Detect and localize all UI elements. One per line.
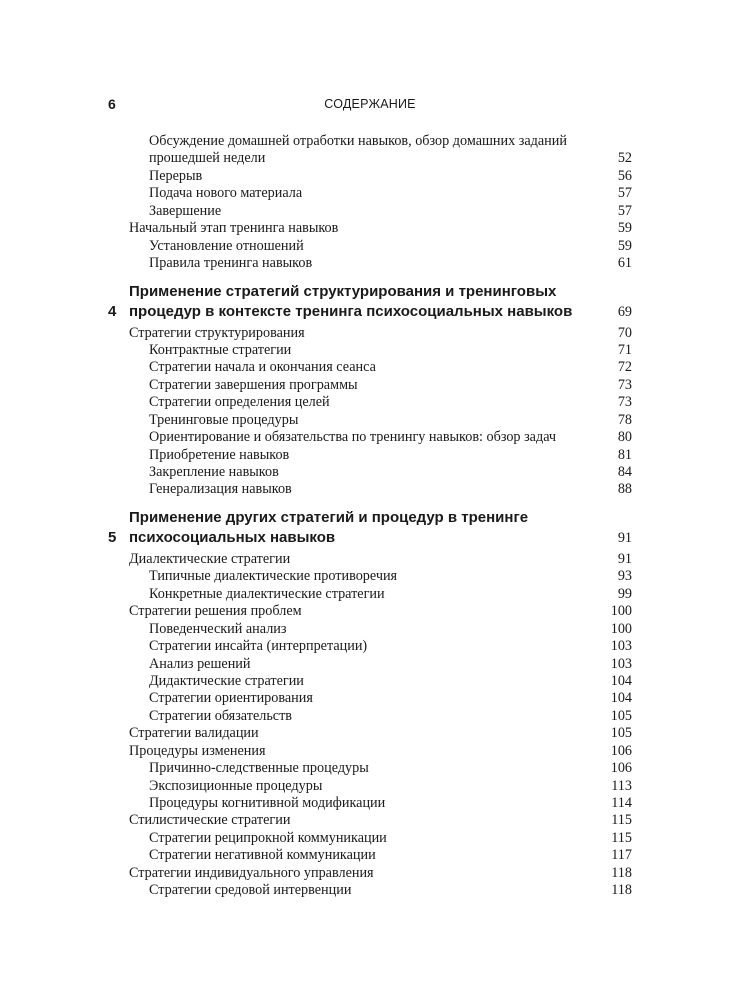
toc-entry[interactable] — [108, 133, 632, 168]
toc-entry-page: 78 — [617, 411, 632, 428]
toc-entry[interactable] — [108, 255, 632, 272]
toc-entry[interactable] — [108, 656, 632, 673]
toc-entry-title: Стратегии реципрокной коммуникации — [149, 829, 387, 846]
chapter-title — [129, 282, 618, 322]
toc-entry-page: 59 — [617, 237, 632, 254]
toc-entry-page: 91 — [617, 550, 632, 567]
toc-entry[interactable] — [108, 203, 632, 220]
toc-entry[interactable] — [108, 725, 632, 742]
toc-entry[interactable] — [108, 638, 632, 655]
toc-entry-title: Установление отношений — [149, 237, 304, 254]
toc-entry-page: 99 — [617, 585, 632, 602]
chapter-number: 5 — [108, 528, 117, 546]
toc-entry[interactable] — [108, 359, 632, 376]
toc-entry-page: 106 — [610, 742, 632, 759]
toc-entry-title: Стратегии индивидуального управления — [129, 864, 374, 881]
toc-entry-page: 118 — [611, 864, 632, 881]
toc-entry[interactable] — [108, 185, 632, 202]
page-number: 6 — [108, 96, 116, 112]
toc-entry[interactable] — [108, 481, 632, 498]
toc-entry-title: Причинно-следственные процедуры — [149, 760, 369, 777]
toc-entry[interactable] — [108, 865, 632, 882]
toc-entry[interactable] — [108, 377, 632, 394]
chapter-title-line: Применение других стратегий и процедур в тренинге — [129, 508, 529, 526]
toc-entry[interactable] — [108, 830, 632, 847]
toc-entry-title: Поведенческий анализ — [149, 620, 287, 637]
toc-entry-title: Тренинговые процедуры — [149, 411, 299, 428]
toc-entry-page: 100 — [610, 620, 632, 637]
toc-entry-title: Анализ решений — [149, 655, 251, 672]
toc-entry-title: Стратегии структурирования — [129, 324, 305, 341]
toc-entry-title: Контрактные стратегии — [149, 341, 292, 358]
toc-entry[interactable] — [108, 795, 632, 812]
toc-entry[interactable] — [108, 673, 632, 690]
toc-entry-title: Типичные диалектические противоречия — [149, 568, 398, 585]
toc-entry-title: Экспозиционные процедуры — [149, 777, 323, 794]
toc-entry-title: Ориентирование и обязательства по тренингу навыков: обзор задач — [149, 429, 557, 446]
toc-entry-title: Стратегии негативной коммуникации — [149, 847, 376, 864]
toc-entry[interactable] — [108, 464, 632, 481]
toc-entry-page: 70 — [617, 324, 632, 341]
toc-entry[interactable] — [108, 586, 632, 603]
toc-entry[interactable] — [108, 325, 632, 342]
toc-entry-title: Подача нового материала — [149, 185, 303, 202]
table-of-contents — [108, 133, 632, 900]
toc-entry-page: 117 — [611, 847, 632, 864]
toc-entry[interactable] — [108, 429, 632, 446]
toc-entry-title: Дидактические стратегии — [149, 672, 304, 689]
toc-entry-title: Генерализация навыков — [149, 481, 292, 498]
toc-entry-title: Стратегии решения проблем — [129, 603, 302, 620]
toc-entry-title: Начальный этап тренинга навыков — [129, 220, 339, 237]
toc-entry-page: 61 — [617, 255, 632, 272]
toc-entry-title: Стилистические стратегии — [129, 812, 291, 829]
toc-entry[interactable] — [108, 551, 632, 568]
toc-entry-page: 59 — [617, 220, 632, 237]
chapter-title-line: процедур в контексте тренинга психосоциальных навыков — [129, 302, 573, 320]
toc-entry-page: 57 — [617, 202, 632, 219]
toc-entry[interactable] — [108, 220, 632, 237]
toc-entry-page: 115 — [611, 829, 632, 846]
toc-entry-page: 103 — [610, 655, 632, 672]
chapter-number: 4 — [108, 302, 117, 320]
toc-entry-title: Завершение — [149, 202, 222, 219]
toc-entry-page: 113 — [611, 777, 632, 794]
toc-entry-page: 114 — [611, 795, 632, 812]
chapter-page: 69 — [617, 303, 632, 320]
toc-entry-page: 73 — [617, 394, 632, 411]
toc-entry[interactable] — [108, 690, 632, 707]
toc-entry[interactable] — [108, 621, 632, 638]
toc-entry-title: Процедуры изменения — [129, 742, 266, 759]
toc-entry[interactable] — [108, 743, 632, 760]
toc-entry-title: Стратегии инсайта (интерпретации) — [149, 638, 368, 655]
toc-entry-page: 88 — [617, 481, 632, 498]
toc-entry-page: 81 — [617, 446, 632, 463]
toc-entry-title: Диалектические стратегии — [129, 550, 291, 567]
toc-entry-title: Стратегии ориентирования — [149, 690, 313, 707]
toc-entry[interactable] — [108, 778, 632, 795]
toc-entry[interactable] — [108, 447, 632, 464]
running-header — [108, 96, 632, 114]
toc-entry[interactable] — [108, 847, 632, 864]
toc-entry-page: 56 — [617, 167, 632, 184]
toc-entry-title: Закрепление навыков — [149, 464, 279, 481]
toc-entry-page: 57 — [617, 185, 632, 202]
toc-entry-title: Обсуждение домашней отработки навыков, обзор домашних заданий прошедшей недели — [149, 133, 567, 167]
toc-entry[interactable] — [108, 342, 632, 359]
toc-entry-page: 103 — [610, 638, 632, 655]
toc-entry-title: Стратегии валидации — [129, 725, 259, 742]
toc-entry-page: 71 — [617, 341, 632, 358]
toc-entry[interactable] — [108, 238, 632, 255]
chapter-heading[interactable] — [108, 282, 632, 322]
toc-entry[interactable] — [108, 812, 632, 829]
toc-entry[interactable] — [108, 412, 632, 429]
chapter-title-line: Применение стратегий структурирования и тренинговых — [129, 282, 557, 300]
chapter-heading[interactable] — [108, 508, 632, 548]
toc-entry-title: Перерыв — [149, 167, 203, 184]
chapter-title — [129, 508, 618, 548]
toc-entry-title: Стратегии начала и окончания сеанса — [149, 359, 376, 376]
toc-entry-page: 72 — [617, 359, 632, 376]
toc-entry-page: 104 — [610, 672, 632, 689]
chapter-title-line: психосоциальных навыков — [129, 528, 336, 546]
toc-entry-title: Стратегии обязательств — [149, 707, 292, 724]
toc-entry-page: 104 — [610, 690, 632, 707]
toc-entry-page: 106 — [610, 760, 632, 777]
running-title: СОДЕРЖАНИЕ — [324, 97, 416, 111]
toc-entry-page: 105 — [610, 707, 632, 724]
toc-entry[interactable] — [108, 168, 632, 185]
toc-entry-page: 80 — [617, 429, 632, 446]
toc-entry[interactable] — [108, 603, 632, 620]
toc-entry-title: Правила тренинга навыков — [149, 255, 313, 272]
toc-entry-page: 73 — [617, 376, 632, 393]
toc-entry-page: 115 — [611, 812, 632, 829]
toc-entry-page: 52 — [617, 150, 632, 167]
toc-entry-title: Стратегии определения целей — [149, 394, 330, 411]
toc-entry[interactable] — [108, 394, 632, 411]
toc-entry[interactable] — [108, 882, 632, 899]
toc-entry-title: Приобретение навыков — [149, 446, 290, 463]
chapter-page: 91 — [617, 529, 632, 546]
toc-entry-page: 118 — [611, 882, 632, 899]
toc-entry-title: Процедуры когнитивной модификации — [149, 795, 386, 812]
toc-entry-page: 84 — [617, 464, 632, 481]
toc-entry[interactable] — [108, 568, 632, 585]
toc-entry-title: Стратегии средовой интервенции — [149, 882, 352, 899]
toc-entry[interactable] — [108, 708, 632, 725]
toc-entry[interactable] — [108, 760, 632, 777]
toc-entry-title: Конкретные диалектические стратегии — [149, 585, 385, 602]
toc-entry-title: Стратегии завершения программы — [149, 376, 358, 393]
toc-entry-page: 105 — [610, 725, 632, 742]
toc-entry-page: 100 — [610, 603, 632, 620]
toc-entry-page: 93 — [617, 568, 632, 585]
